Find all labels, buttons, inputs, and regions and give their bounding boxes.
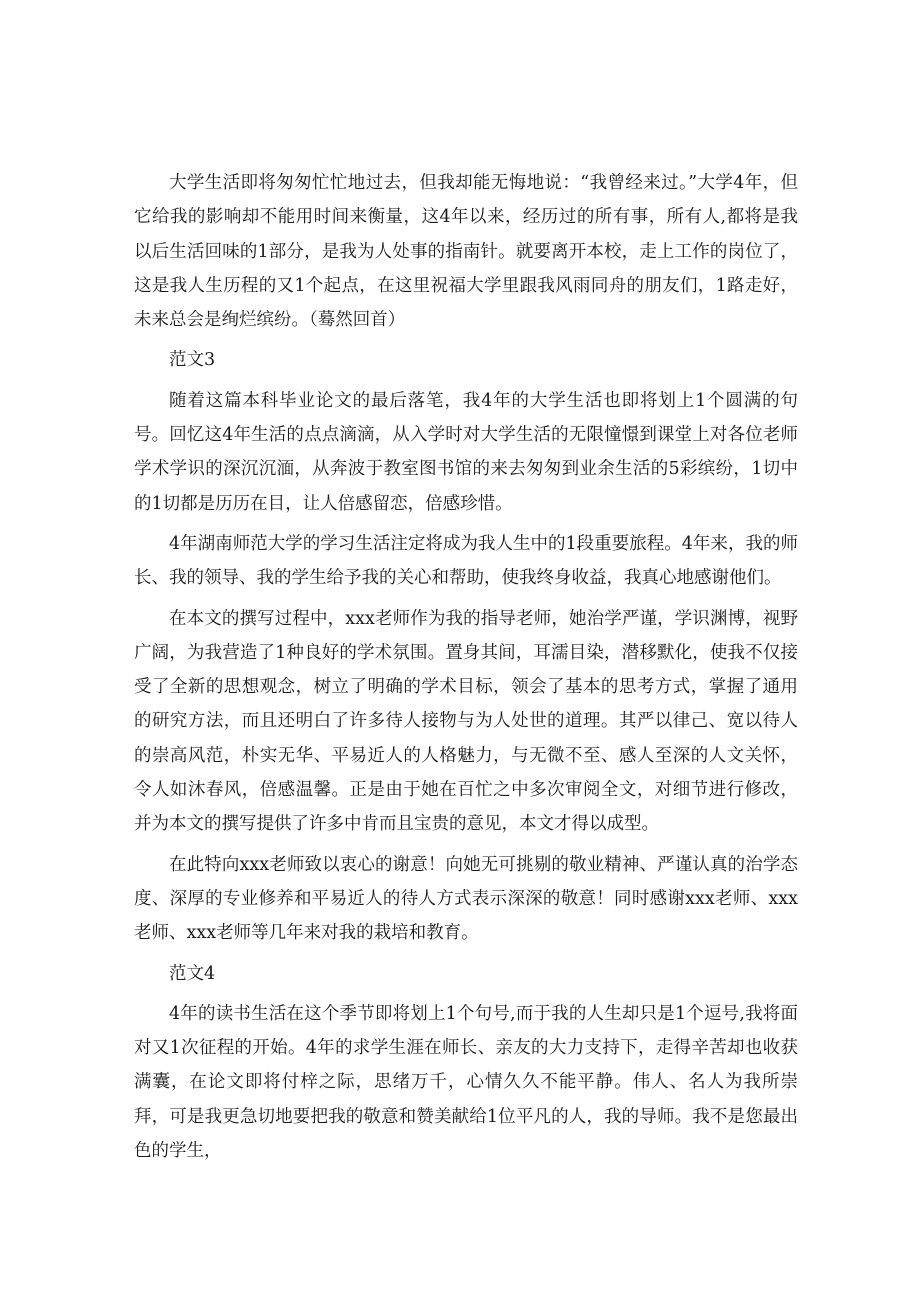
paragraph-closing-reflection: 大学生活即将匆匆忙忙地过去，但我却能无悔地说：“我曾经来过。”大学4年，但它给我的影响却不能用时间来衡量，这4年以来，经历过的所有事，所有人,都将是我以后生活回味的1部分，是我为人处事的指南针。就要离开本校，走上工作的岗位了，这是我人生历程的又1个起点，在这里祝福大学里跟我风雨同舟的朋友们，1路走好，未来总会是绚烂缤纷。（蓦然回首） xyxy=(134,173,798,331)
section-heading-fanwen-3: 范文3 xyxy=(169,350,216,371)
paragraph-study-life: 4年的读书生活在这个季节即将划上1个句号,而于我的人生却只是1个逗号,我将面对又1次征程的开始。4年的求学生涯在师长、亲友的大力支持下，走得辛苦却也收获满囊，在论文即将付梓之际，思绪万千，心情久久不能平静。伟人、名人为我所崇拜，可是我更急切地要把我的敬意和赞美献给1位平凡的人，我的导师。我不是您最出色的学生， xyxy=(134,1003,798,1162)
section-heading-fanwen-4: 范文4 xyxy=(169,963,216,984)
paragraph-gratitude: 在此特向xxx老师致以衷心的谢意！向她无可挑剔的敬业精神、严谨认真的治学态度、深厚的专业修养和平易近人的待人方式表示深深的敬意！同时感谢xxx老师、xxx老师、xxx老师等几年来对我的栽培和教育。 xyxy=(134,854,798,944)
paragraph-university-journey: 4年湖南师范大学的学习生活注定将成为我人生中的1段重要旅程。4年来，我的师长、我的领导、我的学生给予我的关心和帮助，使我终身收益，我真心地感谢他们。 xyxy=(134,533,798,589)
document-body xyxy=(134,166,798,1168)
paragraph-graduation-thesis: 随着这篇本科毕业论文的最后落笔，我4年的大学生活也即将划上1个圆满的句号。回忆这4年生活的点点滴滴，从入学时对大学生活的无限憧憬到课堂上对各位老师学术学识的深沉沉湎，从奔波于教室图书馆的来去匆匆到业余生活的5彩缤纷，1切中的1切都是历历在目，让人倍感留恋，倍感珍惜。 xyxy=(134,390,798,514)
paragraph-advisor-thanks: 在本文的撰写过程中，xxx老师作为我的指导老师，她治学严谨，学识渊博，视野广阔，为我营造了1种良好的学术氛围。置身其间，耳濡目染，潜移默化，使我不仅接受了全新的思想观念，树立了明确的学术目标，领会了基本的思考方式，掌握了通用的研究方法，而且还明白了许多待人接物与为人处世的道理。其严以律己、宽以待人的崇高风范，朴实无华、平易近人的人格魅力，与无微不至、感人至深的人文关怀，令人如沐春风，倍感温馨。正是由于她在百忙之中多次审阅全文，对细节进行修改，并为本文的撰写提供了许多中肯而且宝贵的意见，本文才得以成型。 xyxy=(134,608,798,835)
